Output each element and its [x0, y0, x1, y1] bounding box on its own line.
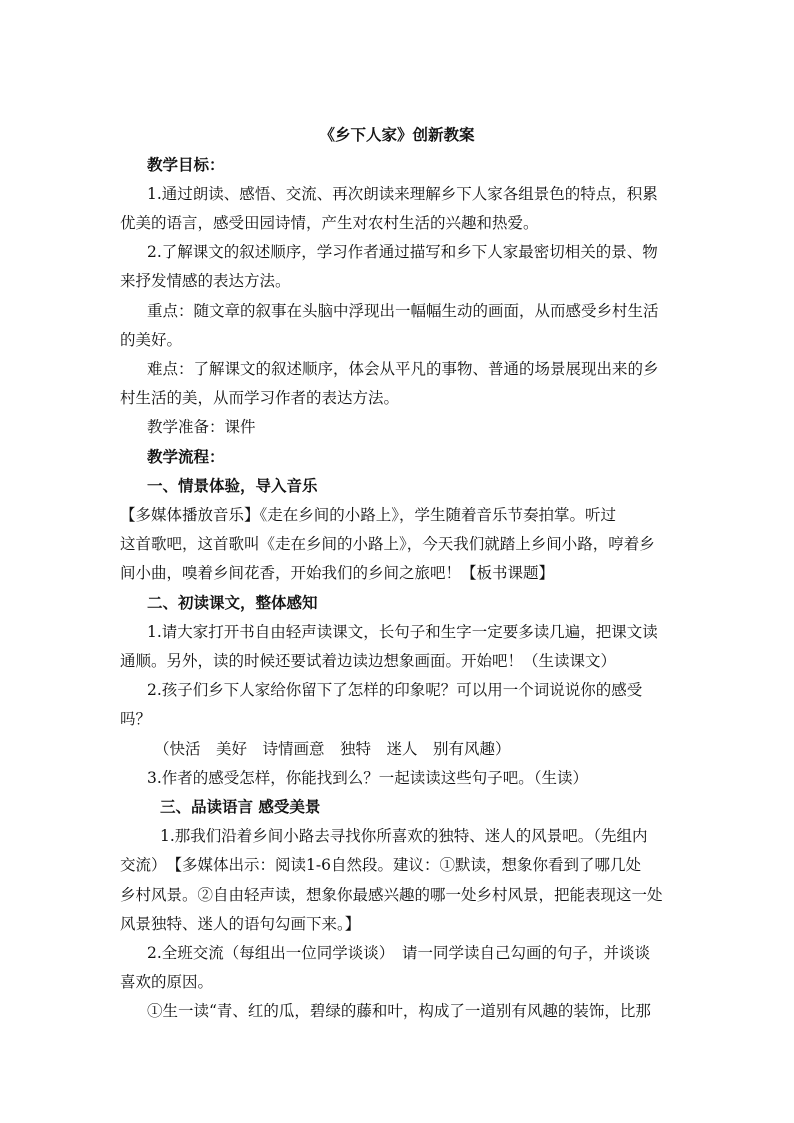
paragraph-line: 2.全班交流（每组出一位同学谈谈） 请一同学读自己勾画的句子，并谈谈 [147, 944, 651, 962]
paragraph-line: 优美的语言，感受田园诗情，产生对农村生活的兴趣和热爱。 [120, 214, 539, 232]
paragraph-line: 来抒发情感的表达方法。 [120, 272, 291, 290]
heading-process: 教学流程： [147, 447, 225, 466]
paragraph-line: 难点：了解课文的叙述顺序，体会从平凡的事物、普通的场景展现出来的乡 [147, 360, 659, 378]
paragraph-line: 2.孩子们乡下人家给你留下了怎样的印象呢？可以用一个词说说你的感受 [147, 681, 643, 699]
paragraph-line: 1.那我们沿着乡间小路去寻找你所喜欢的独特、迷人的风景吧。（先组内 [160, 827, 648, 845]
paragraph-line: 交流） 【多媒体出示：阅读1-6自然段。建议：①默读，想象你看到了哪几处 [120, 856, 641, 874]
paragraph-line: 村生活的美，从而学习作者的表达方法。 [120, 389, 400, 407]
paragraph-line: 2.了解课文的叙述顺序，学习作者通过描写和乡下人家最密切相关的景、物 [147, 243, 658, 261]
section-heading: 二、初读课文，整体感知 [147, 593, 318, 612]
paragraph-line: 通顺。另外，读的时候还要试着边读边想象画面。开始吧！（生读课文） [120, 652, 617, 670]
paragraph-line: 1.通过朗读、感悟、交流、再次朗读来理解乡下人家各组景色的特点，积累 [147, 185, 658, 203]
paragraph-line: 间小曲，嗅着乡间花香，开始我们的乡间之旅吧！【板书课题】 [120, 564, 555, 582]
paragraph-line: 1.请大家打开书自由轻声读课文，长句子和生字一定要多读几遍，把课文读 [147, 623, 658, 641]
paragraph-line: 教学准备：课件 [147, 418, 256, 436]
section-heading: 一、情景体验，导入音乐 [147, 476, 318, 495]
page-title: 《乡下人家》创新教案 [319, 125, 475, 144]
section-heading: 三、品读语言 感受美景 [160, 797, 321, 816]
paragraph-line: ①生一读“青、红的瓜，碧绿的藤和叶，构成了一道别有风趣的装饰，比那 [147, 1002, 651, 1020]
paragraph-line: 3.作者的感受怎样，你能找到么？一起读读这些句子吧。（生读） [147, 769, 589, 787]
paragraph-line: 这首歌吧，这首歌叫《走在乡间的小路上》，今天我们就踏上乡间小路，哼着乡 [120, 535, 655, 553]
heading-objectives: 教学目标： [147, 155, 225, 174]
paragraph-line: 风景独特、迷人的语句勾画下来。】 [120, 915, 361, 933]
paragraph-line: 【多媒体播放音乐】《走在乡间的小路上》，学生随着音乐节奏拍掌。听过 [120, 506, 617, 524]
paragraph-line: （快活 美好 诗情画意 独特 迷人 别有风趣） [154, 740, 511, 758]
paragraph-line: 的美好。 [120, 331, 183, 349]
paragraph-line: 吗？ [120, 710, 152, 728]
paragraph-line: 重点：随文章的叙事在头脑中浮现出一幅幅生动的画面，从而感受乡村生活 [147, 302, 659, 320]
paragraph-line: 喜欢的原因。 [120, 973, 214, 991]
paragraph-line: 乡村风景。②自由轻声读，想象你最感兴趣的哪一处乡村风景，把能表现这一处 [120, 886, 663, 904]
